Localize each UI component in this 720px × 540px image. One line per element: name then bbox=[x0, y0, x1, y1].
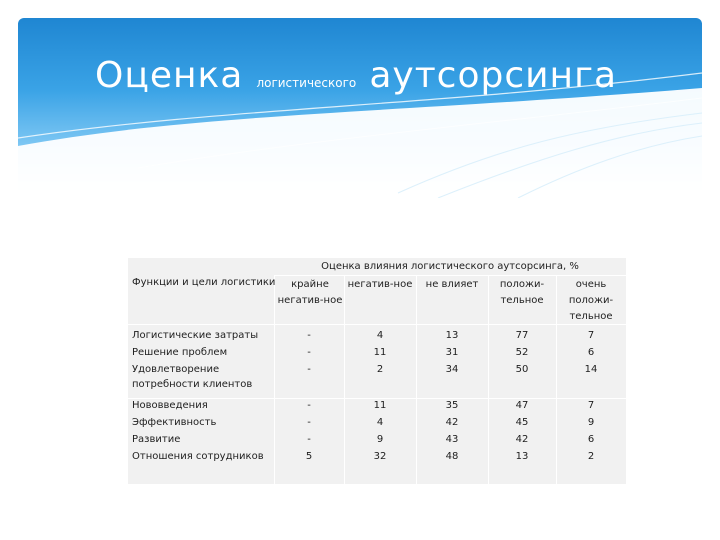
table-cell: 9 bbox=[376, 434, 384, 445]
table-cell: - bbox=[307, 347, 311, 358]
table-cell: 47 bbox=[515, 400, 529, 411]
column-header-text: негатив-ное bbox=[277, 295, 343, 306]
table-cell: 2 bbox=[587, 451, 595, 462]
table-cell: - bbox=[307, 417, 311, 428]
table-cell: 6 bbox=[587, 347, 595, 358]
row-label: Нововведения bbox=[132, 400, 208, 411]
table-cell: 7 bbox=[587, 330, 595, 341]
column-header-text: очень bbox=[575, 279, 607, 290]
table-cell: - bbox=[307, 434, 311, 445]
column-header-extremely-negative bbox=[274, 277, 346, 309]
table-cell: 43 bbox=[445, 434, 459, 445]
column-header-text: негатив-ное bbox=[347, 279, 413, 290]
row-label: Эффективность bbox=[132, 417, 217, 428]
table-cell: 35 bbox=[445, 400, 459, 411]
column-header-text: тельное bbox=[569, 311, 613, 322]
table-cell: 50 bbox=[515, 364, 529, 375]
table-cell: 2 bbox=[376, 364, 384, 375]
table-cell: 48 bbox=[445, 451, 459, 462]
group-header: Оценка влияния логистического аутсорсинга, % bbox=[321, 261, 579, 272]
table-cell: - bbox=[307, 330, 311, 341]
title-word-1: Оценка bbox=[95, 55, 244, 96]
banner-swoosh-decoration bbox=[18, 18, 702, 198]
row-label: Логистические затраты bbox=[132, 330, 259, 341]
slide-title bbox=[95, 55, 617, 105]
column-header-text: положи- bbox=[568, 295, 614, 306]
table-cell: 42 bbox=[515, 434, 529, 445]
table-cell: 5 bbox=[305, 451, 313, 462]
table-cell: 6 bbox=[587, 434, 595, 445]
table-cell: 4 bbox=[376, 417, 384, 428]
table-cell: 13 bbox=[445, 330, 459, 341]
results-table bbox=[128, 258, 626, 484]
title-word-3: аутсорсинга bbox=[369, 55, 618, 96]
row-label: Удовлетворение bbox=[132, 364, 220, 375]
table-cell: 77 bbox=[515, 330, 529, 341]
row-label: Решение проблем bbox=[132, 347, 228, 358]
table-cell: 42 bbox=[445, 417, 459, 428]
column-header-very-positive bbox=[556, 277, 626, 325]
table-cell: 11 bbox=[373, 347, 387, 358]
table-cell: 13 bbox=[515, 451, 529, 462]
column-header-text: положи- bbox=[499, 279, 545, 290]
table-cell: 45 bbox=[515, 417, 529, 428]
row-label: потребности клиентов bbox=[132, 379, 253, 390]
title-word-2: логистического bbox=[256, 76, 357, 90]
row-divider bbox=[128, 324, 626, 325]
row-label: Отношения сотрудников bbox=[132, 451, 264, 462]
table-cell: - bbox=[307, 364, 311, 375]
column-header-negative bbox=[344, 277, 416, 293]
table-cell: 4 bbox=[376, 330, 384, 341]
column-header-text: крайне bbox=[291, 279, 329, 290]
table-cell: 7 bbox=[587, 400, 595, 411]
row-label: Развитие bbox=[132, 434, 181, 445]
header-divider bbox=[274, 275, 626, 276]
table-cell: 31 bbox=[445, 347, 459, 358]
column-header-text: не влияет bbox=[425, 279, 479, 290]
table-cell: - bbox=[307, 400, 311, 411]
row-header: Функции и цели логистики bbox=[132, 277, 276, 288]
table-cell: 11 bbox=[373, 400, 387, 411]
title-banner bbox=[18, 18, 702, 198]
table-cell: 32 bbox=[373, 451, 387, 462]
column-header-positive bbox=[488, 277, 556, 309]
table-cell: 9 bbox=[587, 417, 595, 428]
table-cell: 14 bbox=[584, 364, 598, 375]
table-cell: 52 bbox=[515, 347, 529, 358]
column-header-text: тельное bbox=[500, 295, 544, 306]
column-header-no-effect bbox=[416, 277, 488, 293]
table-cell: 34 bbox=[445, 364, 459, 375]
